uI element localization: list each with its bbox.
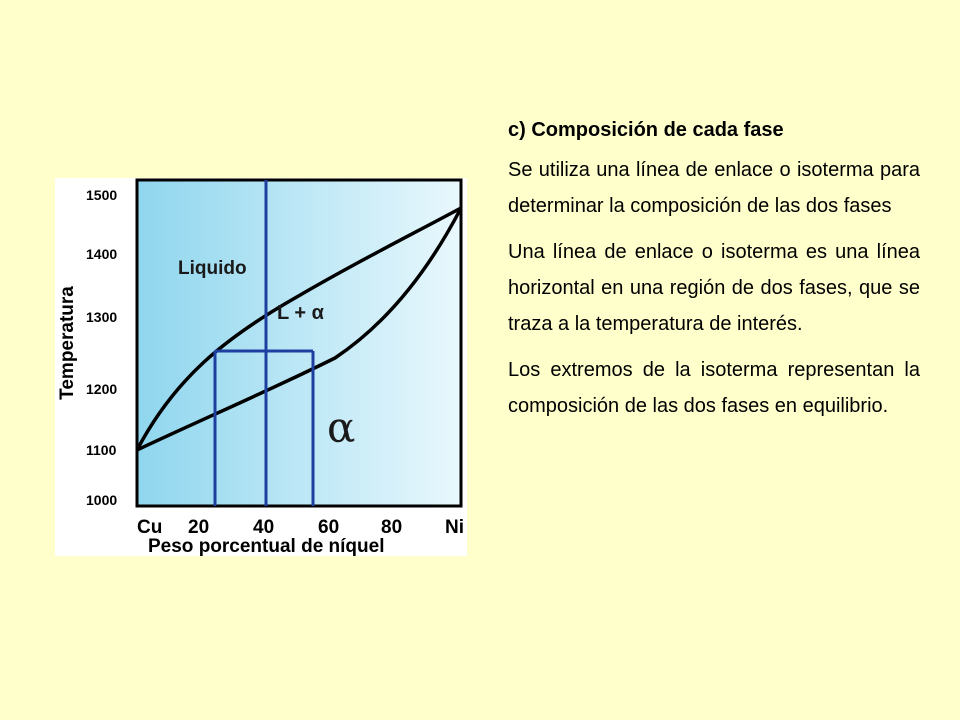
text-panel [508, 112, 920, 434]
region-label-liquid: Liquido [178, 258, 247, 279]
x-tick-60: 60 [318, 517, 340, 538]
phase-diagram [55, 178, 467, 556]
paragraph-3: Los extremos de la isoterma representan la composición de las dos fases en equilibrio. [508, 359, 920, 417]
y-axis-label: Temperatura [57, 286, 78, 400]
y-tick-1200: 1200 [86, 381, 118, 397]
phase-diagram-svg [55, 178, 467, 556]
section-title: c) Composición de cada fase [508, 119, 784, 141]
x-tick-20: 20 [188, 517, 210, 538]
region-label-alpha: α [327, 403, 356, 452]
paragraph-2: Una línea de enlace o isoterma es una línea horizontal en una región de dos fases, que se traza a la temperatura de interés. [508, 241, 920, 335]
x-axis-label: Peso porcentual de níquel [148, 536, 385, 556]
y-tick-1100: 1100 [86, 442, 117, 458]
y-tick-1000: 1000 [86, 492, 118, 508]
y-tick-1400: 1400 [86, 246, 118, 262]
x-tick-40: 40 [253, 517, 275, 538]
x-tick-cu: Cu [137, 517, 163, 538]
paragraph-1: Se utiliza una línea de enlace o isoterma para determinar la composición de las dos fases [508, 159, 920, 217]
x-tick-ni: Ni [445, 517, 464, 538]
y-tick-1300: 1300 [86, 309, 118, 325]
x-tick-80: 80 [381, 517, 403, 538]
region-label-two-phase: L + α [277, 302, 324, 324]
y-tick-1500: 1500 [86, 187, 118, 203]
plot-area [137, 180, 461, 506]
